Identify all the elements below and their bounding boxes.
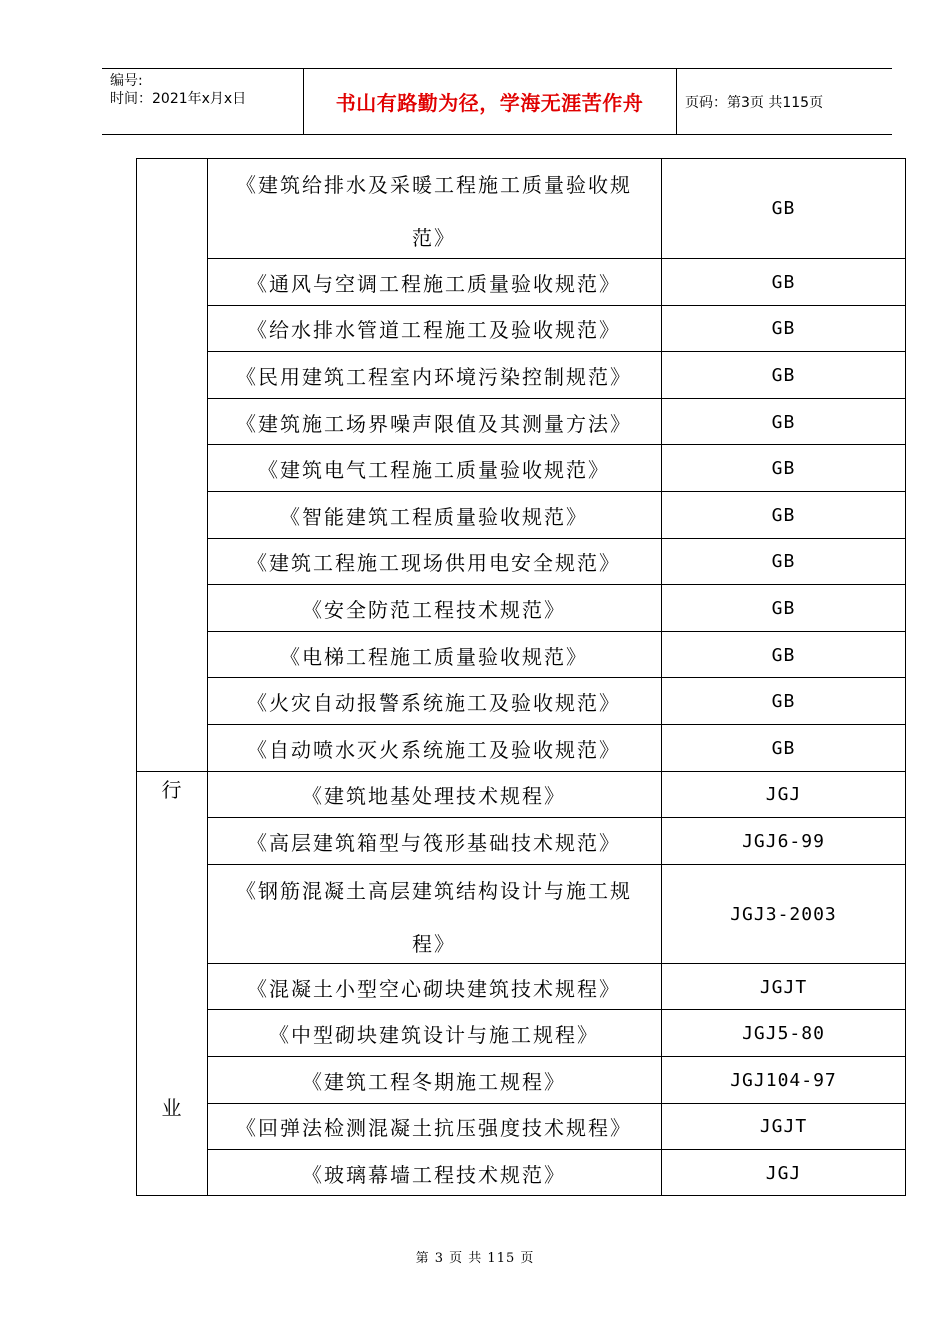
standard-name-line: 《混凝土小型空心砌块建筑技术规程》	[247, 976, 621, 1001]
standard-code: JGJT	[759, 976, 808, 998]
standard-code: GB	[771, 644, 796, 666]
table-row	[207, 724, 905, 772]
category-separator	[136, 771, 207, 772]
standard-code: GB	[771, 411, 796, 433]
standards-table	[136, 158, 906, 1196]
table-row	[207, 444, 905, 492]
standard-name-line: 《钢筋混凝土高层建筑结构设计与施工规	[236, 878, 632, 903]
table-row	[207, 631, 905, 679]
table-row	[207, 491, 905, 539]
table-row	[207, 1103, 905, 1151]
standard-name	[207, 445, 661, 492]
standard-name	[207, 399, 661, 446]
standard-name	[207, 585, 661, 632]
standard-code: JGJ5-80	[742, 1023, 825, 1045]
standard-name	[207, 1104, 661, 1151]
standard-name-line: 《火灾自动报警系统施工及验收规范》	[247, 691, 621, 716]
standard-name	[207, 492, 661, 539]
standard-name-line: 《给水排水管道工程施工及验收规范》	[247, 318, 621, 343]
standard-name	[207, 1057, 661, 1104]
standard-code: GB	[771, 271, 796, 293]
standard-code: GB	[771, 551, 796, 573]
table-row	[207, 584, 905, 632]
standard-name	[207, 818, 661, 865]
standard-name	[207, 964, 661, 1011]
standard-name	[207, 772, 661, 819]
table-row	[207, 677, 905, 725]
standard-name-line: 《高层建筑箱型与筏形基础技术规范》	[247, 830, 621, 855]
category-char-ye: 业	[161, 1096, 182, 1120]
page-header	[102, 68, 892, 135]
table-row	[207, 351, 905, 399]
standard-name	[207, 865, 661, 964]
header-motto-cell	[303, 69, 677, 134]
standard-name	[207, 259, 661, 306]
standard-name-line: 《民用建筑工程室内环境污染控制规范》	[236, 364, 632, 389]
standard-name	[207, 159, 661, 258]
document-date-label: 时间：2021年x月x日	[110, 91, 247, 107]
standard-name	[207, 306, 661, 353]
table-row	[207, 1149, 905, 1197]
table-row	[207, 963, 905, 1011]
standard-name	[207, 539, 661, 586]
table-row	[207, 398, 905, 446]
standard-name-line: 《建筑施工场界噪声限值及其测量方法》	[236, 411, 632, 436]
document-number-label: 编号:	[110, 73, 143, 89]
standard-name-line: 《建筑工程施工现场供用电安全规范》	[247, 551, 621, 576]
standard-code: JGJ6-99	[742, 830, 825, 852]
standard-name-line: 《建筑给排水及采暖工程施工质量验收规	[236, 173, 632, 197]
table-row	[207, 305, 905, 353]
standard-name-line: 《电梯工程施工质量验收规范》	[280, 644, 588, 669]
standard-name-line: 《回弹法检测混凝土抗压强度技术规程》	[236, 1116, 632, 1141]
standard-name	[207, 1010, 661, 1057]
standard-code: JGJ	[765, 784, 802, 806]
standard-name-line: 程》	[412, 931, 456, 956]
table-row	[207, 538, 905, 586]
header-page-info: 页码：第3页 共115页	[685, 94, 824, 111]
motto-text: 书山有路勤为径，学海无涯苦作舟	[335, 91, 644, 115]
table-row	[207, 1009, 905, 1057]
standard-name-line: 《玻璃幕墙工程技术规范》	[302, 1162, 566, 1187]
table-row	[207, 771, 905, 819]
table-left-border	[136, 159, 137, 1195]
table-row	[207, 817, 905, 865]
standard-code: JGJ104-97	[730, 1069, 837, 1091]
header-meta	[102, 69, 304, 134]
standard-code: GB	[771, 597, 796, 619]
standard-code: GB	[771, 458, 796, 480]
standard-name	[207, 1150, 661, 1197]
table-row	[207, 159, 905, 258]
standard-name-line: 《通风与空调工程施工质量验收规范》	[247, 271, 621, 296]
table-row	[207, 864, 905, 964]
standard-name	[207, 352, 661, 399]
standard-code: JGJT	[759, 1116, 808, 1138]
standard-name	[207, 725, 661, 772]
standard-name-line: 《自动喷水灭火系统施工及验收规范》	[247, 737, 621, 762]
standard-code: GB	[771, 691, 796, 713]
page-footer: 第 3 页 共 115 页	[415, 1251, 535, 1266]
standard-name-line: 《建筑地基处理技术规程》	[302, 784, 566, 809]
category-char-hang: 行	[161, 778, 182, 802]
standard-code: GB	[771, 364, 796, 386]
standard-name-line: 《建筑工程冬期施工规程》	[302, 1069, 566, 1094]
standard-name-line: 范》	[412, 226, 456, 250]
standard-code: GB	[771, 504, 796, 526]
table-row	[207, 258, 905, 306]
table-row	[207, 1056, 905, 1104]
standard-name-line: 《建筑电气工程施工质量验收规范》	[258, 458, 610, 483]
standard-name-line: 《智能建筑工程质量验收规范》	[280, 504, 588, 529]
standard-name	[207, 632, 661, 679]
standard-name	[207, 678, 661, 725]
standard-code: GB	[771, 318, 796, 340]
standard-code: JGJ	[765, 1162, 802, 1184]
standard-name-line: 《中型砌块建筑设计与施工规程》	[269, 1023, 599, 1048]
standard-code: JGJ3-2003	[730, 903, 837, 925]
header-page-cell	[677, 69, 892, 134]
standard-code: GB	[771, 737, 796, 759]
standard-name-line: 《安全防范工程技术规范》	[302, 597, 566, 622]
standard-code: GB	[771, 198, 796, 219]
